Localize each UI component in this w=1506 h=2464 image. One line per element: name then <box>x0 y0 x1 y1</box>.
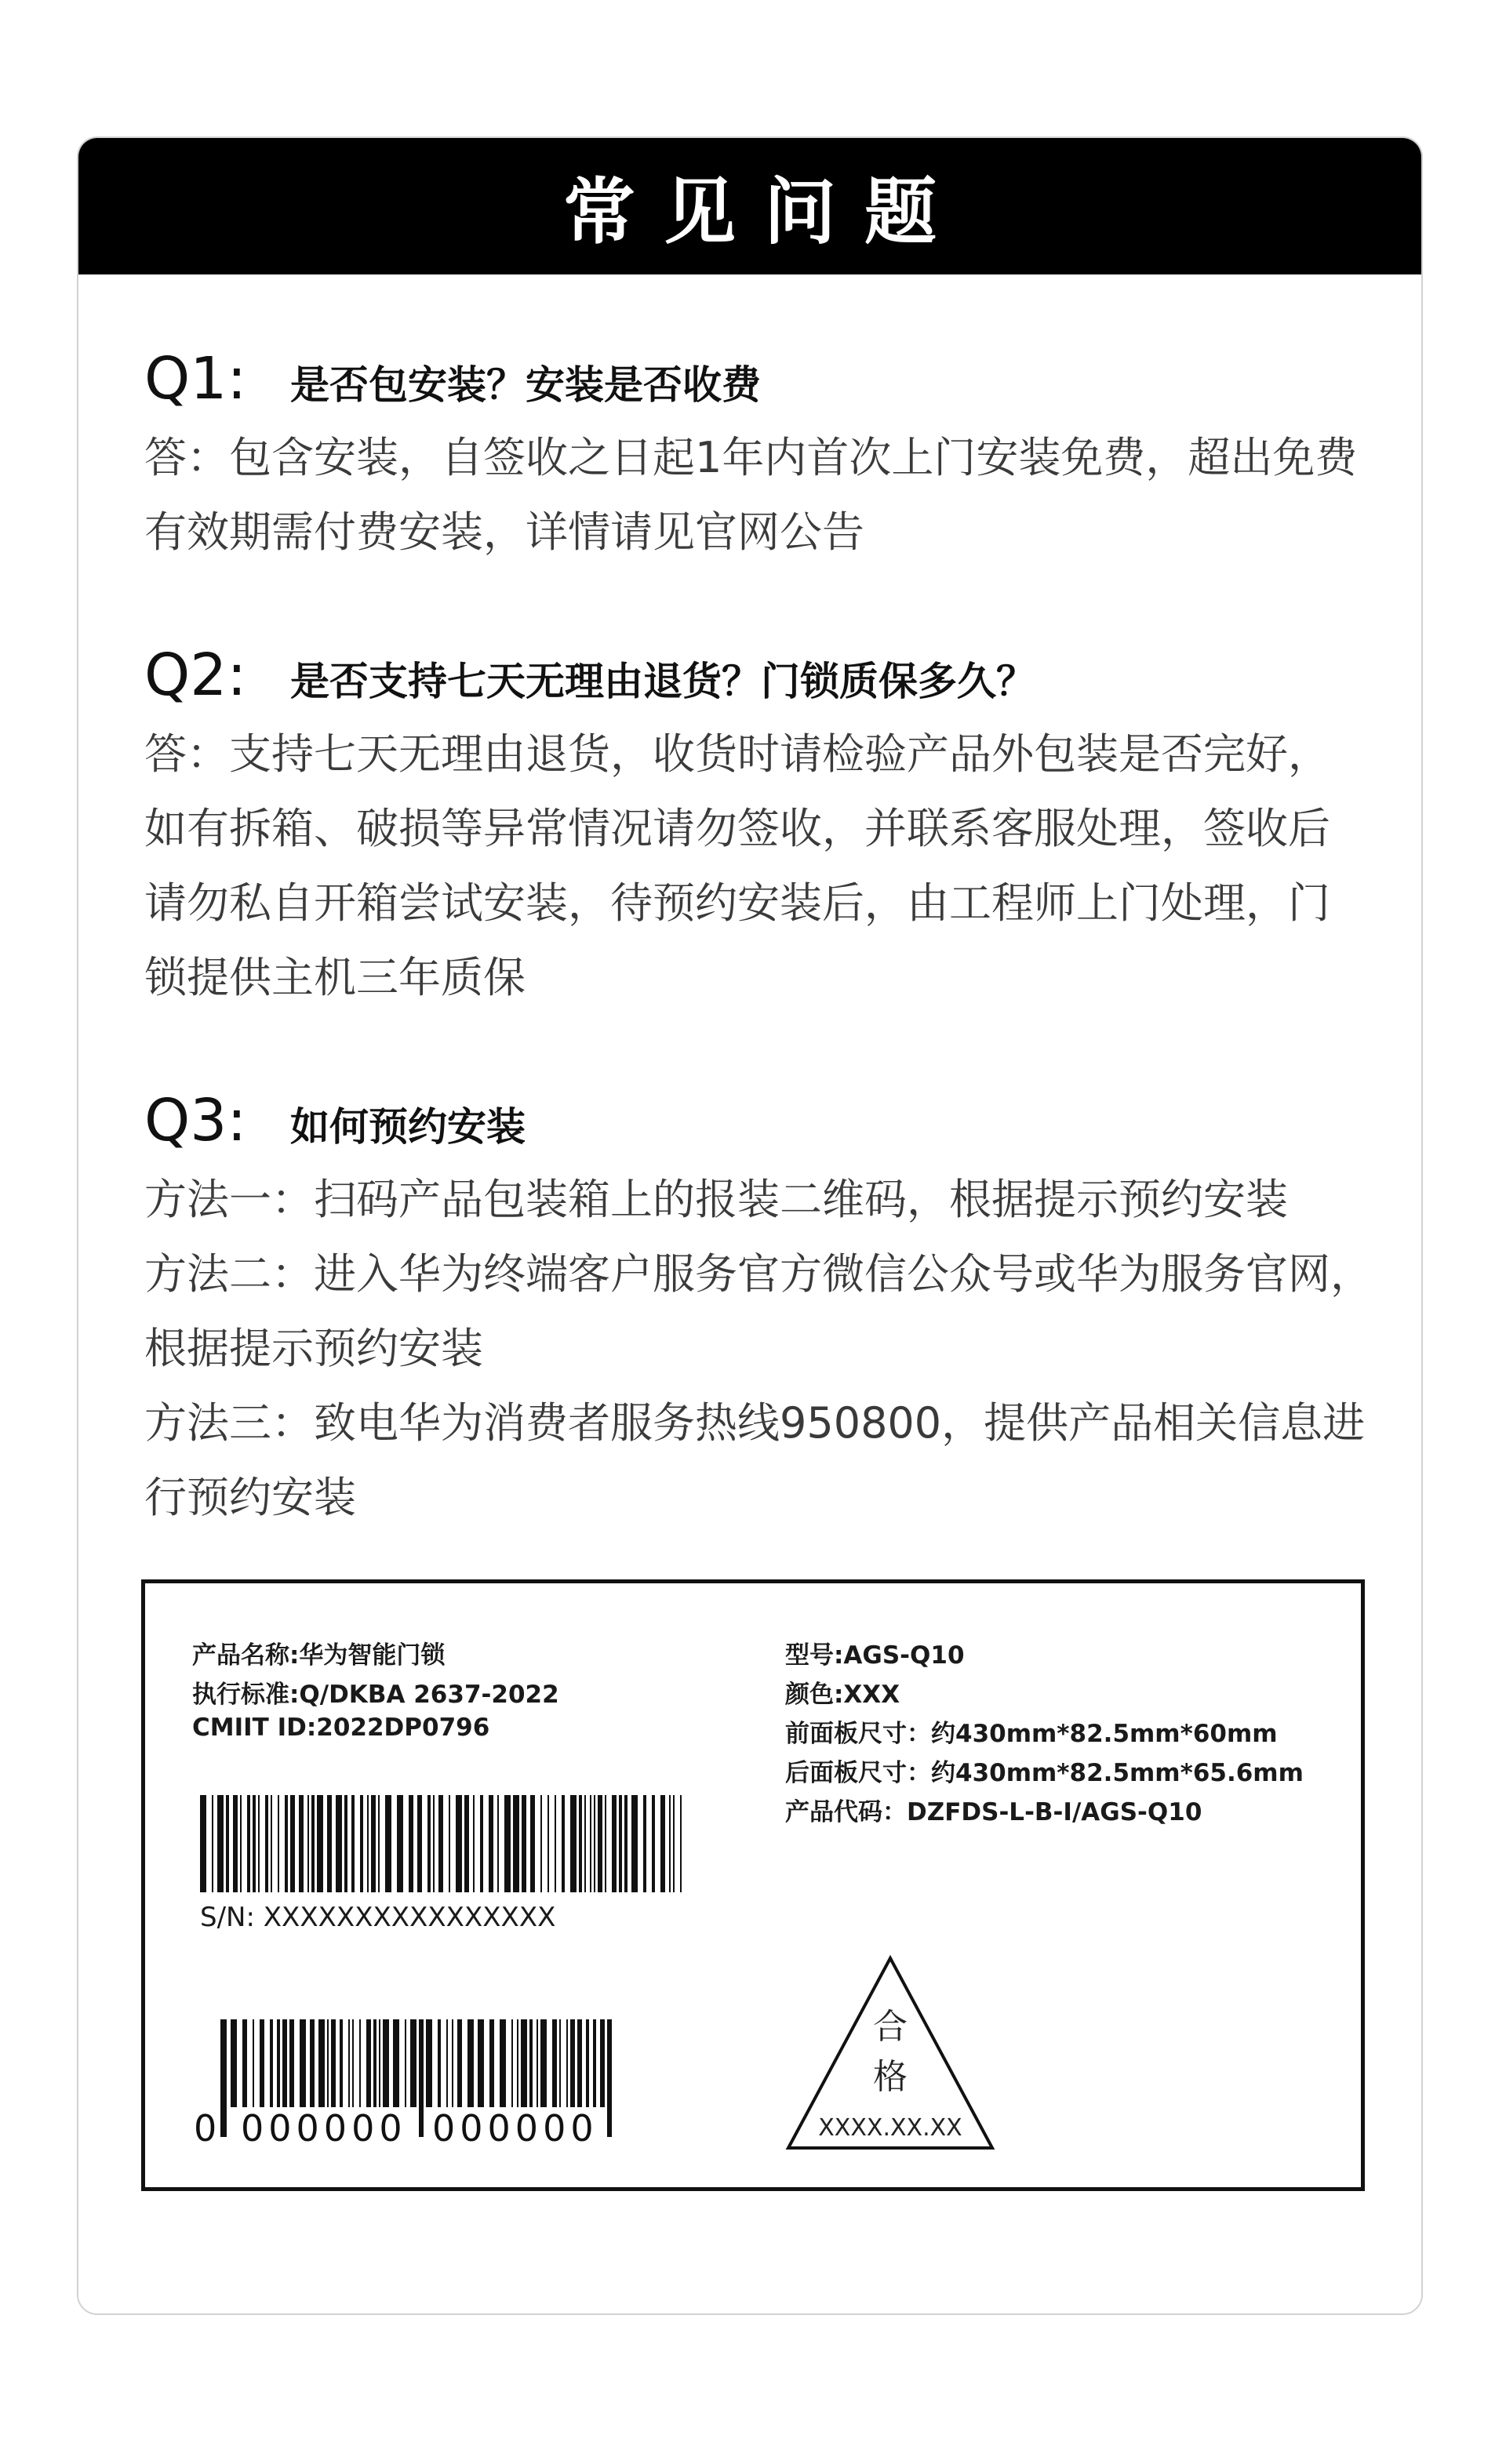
barcode-bar <box>351 1795 355 1892</box>
barcode-bar <box>289 2019 294 2107</box>
label-back-panel-size: 后面板尺寸：约430mm*82.5mm*65.6mm <box>785 1759 1304 1787</box>
barcode-bar <box>577 2019 582 2107</box>
faq-item-2 <box>144 641 1415 1015</box>
barcode-bar <box>359 2019 361 2107</box>
barcode-bar <box>366 2019 371 2107</box>
barcode-bar <box>438 2019 441 2107</box>
question-row <box>144 641 1415 717</box>
barcode-bar <box>379 2019 380 2107</box>
barcode-bar <box>570 1795 577 1892</box>
answer-line: 行预约安装 <box>144 1473 356 1522</box>
header-bar <box>78 138 1421 274</box>
barcode-bar <box>552 2019 557 2107</box>
answer-line: 答：支持七天无理由退货，收货时请检验产品外包装是否完好， <box>144 729 1330 779</box>
barcode-bar <box>217 1795 224 1892</box>
barcode-bar <box>517 2019 518 2107</box>
barcode-bar <box>438 1795 443 1892</box>
barcode-bar <box>570 2019 575 2107</box>
barcode-bar <box>643 1795 646 1892</box>
barcode-bar <box>271 1795 272 1892</box>
barcode-bar <box>383 2019 389 2107</box>
barcode-bar <box>600 2019 605 2107</box>
barcode-bar <box>522 1795 526 1892</box>
barcode-bar <box>344 1795 347 1892</box>
answer-line: 有效期需付费安装，详情请见官网公告 <box>144 507 864 557</box>
barcode-bar <box>605 1795 606 1892</box>
barcode-bar <box>417 1795 422 1892</box>
barcode-bar <box>410 2019 417 2107</box>
barcode-bar <box>579 1795 582 1892</box>
barcode-bar <box>348 2019 350 2107</box>
answer-line: 根据提示预约安装 <box>144 1324 483 1373</box>
barcode-bar <box>680 1795 682 1892</box>
ean-group-2: 000000 <box>432 2107 598 2150</box>
answer-line: 方法一：扫码产品包装箱上的报装二维码，根据提示预约安装 <box>144 1175 1288 1224</box>
barcode-bar <box>317 1795 323 1892</box>
faq-card <box>77 136 1423 2315</box>
barcode-bar <box>393 2019 399 2107</box>
barcode-bar <box>340 2019 343 2107</box>
serial-barcode-image <box>200 1795 686 1892</box>
qualified-char-1: 合 <box>873 2007 908 2047</box>
barcode-bar <box>586 2019 589 2107</box>
barcode-bar <box>619 1795 622 1892</box>
barcode-bar <box>489 2019 494 2107</box>
barcode-bar <box>352 2019 354 2107</box>
barcode-bar <box>624 1795 628 1892</box>
barcode-bar <box>607 2019 612 2137</box>
label-product-code: 产品代码：DZFDS-L-B-I/AGS-Q10 <box>785 1798 1202 1826</box>
ean-group-1: 000000 <box>241 2107 407 2150</box>
label-front-panel-size: 前面板尺寸：约430mm*82.5mm*60mm <box>785 1720 1278 1748</box>
barcode-bar <box>327 1795 332 1892</box>
answer-line: 方法三：致电华为消费者服务热线950800，提供产品相关信息进 <box>144 1398 1366 1448</box>
question-text: 是否支持七天无理由退货？门锁质保多久？ <box>290 659 1035 704</box>
barcode-bar <box>504 1795 511 1892</box>
question-text: 是否包安装？安装是否收费 <box>290 362 761 408</box>
faq-item-3 <box>144 1087 1415 1535</box>
label-product-name: 产品名称:华为智能门锁 <box>192 1641 446 1670</box>
barcode-bar <box>540 2019 547 2107</box>
barcode-bar <box>669 1795 671 1892</box>
barcode-bar <box>612 1795 617 1892</box>
barcode-bar <box>378 1795 380 1892</box>
barcode-bar <box>367 1795 369 1892</box>
barcode-bar <box>449 1795 450 1892</box>
barcode-bar <box>467 2019 474 2107</box>
answer-line: 请勿私自开箱尝试安装，待预约安装后，由工程师上门处理，门 <box>144 878 1330 928</box>
qualified-mark <box>780 1952 1000 2156</box>
barcode-bar <box>473 1795 475 1892</box>
question-number: Q1: <box>144 345 247 412</box>
question-row <box>144 1087 1415 1162</box>
qualified-char-2: 格 <box>873 2057 908 2097</box>
page-title: 常见问题 <box>562 170 965 254</box>
barcode-bar <box>270 2019 273 2107</box>
barcode-bar <box>547 1795 549 1892</box>
barcode-bar <box>480 1795 483 1892</box>
barcode-bar <box>260 2019 264 2107</box>
barcode-bar <box>282 2019 287 2107</box>
barcode-bar <box>277 2019 280 2107</box>
barcode-bar <box>373 2019 376 2107</box>
barcode-bar <box>464 1795 469 1892</box>
barcode-bar <box>405 2019 406 2107</box>
barcode-bar <box>426 2019 432 2107</box>
barcode-bar <box>253 1795 256 1892</box>
barcode-bar <box>446 2019 448 2107</box>
barcode-bar <box>652 1795 655 1892</box>
barcode-bar <box>310 2019 315 2107</box>
question-number: Q3: <box>144 1087 247 1154</box>
question-row <box>144 345 1415 420</box>
barcode-bar <box>299 1795 304 1892</box>
question-text: 如何预约安装 <box>290 1104 526 1150</box>
barcode-bar <box>559 2019 561 2107</box>
barcode-bar <box>489 1795 493 1892</box>
barcode-bar <box>584 1795 586 1892</box>
barcode-bar <box>360 1795 363 1892</box>
barcode-bar <box>258 1795 260 1892</box>
barcode-bar <box>290 1795 295 1892</box>
barcode-bar <box>500 2019 506 2107</box>
barcode-bar <box>242 2019 247 2107</box>
barcode-bar <box>540 1795 542 1892</box>
barcode-bar <box>397 1795 403 1892</box>
barcode-bar <box>456 1795 462 1892</box>
barcode-bar <box>529 2019 533 2107</box>
barcode-bar <box>385 1795 391 1892</box>
label-standard: 执行标准:Q/DKBA 2637-2022 <box>192 1681 559 1709</box>
barcode-bar <box>497 1795 499 1892</box>
barcode-bar <box>278 1795 279 1892</box>
faq-item-1 <box>144 345 1415 569</box>
barcode-bar <box>371 1795 376 1892</box>
label-cmiit-id: CMIIT ID:2022DP0796 <box>192 1714 490 1742</box>
barcode-bar <box>307 1795 309 1892</box>
barcode-bar <box>562 1795 565 1892</box>
barcode-bar <box>537 2019 538 2107</box>
barcode-bar <box>457 2019 462 2107</box>
serial-number: S/N: XXXXXXXXXXXXXXXX <box>200 1902 556 1933</box>
answer-line: 方法二：进入华为终端客户服务官方微信公众号或华为服务官网， <box>144 1249 1373 1299</box>
barcode-bar <box>598 1795 602 1892</box>
barcode-bar <box>566 2019 568 2107</box>
barcode-bar <box>212 1795 213 1892</box>
barcode-bar <box>265 1795 268 1892</box>
answer-line: 如有拆箱、破损等异常情况请勿签收，并联系客服处理，签收后 <box>144 804 1330 853</box>
barcode-bar <box>555 1795 556 1892</box>
barcode-bar <box>300 2019 306 2107</box>
barcode-bar <box>419 2019 424 2137</box>
barcode-bar <box>521 2019 527 2107</box>
barcode-bar <box>511 2019 513 2107</box>
barcode-bar <box>593 2019 596 2107</box>
barcode-bar <box>253 2019 254 2107</box>
barcode-bar <box>673 1795 675 1892</box>
barcode-bar <box>226 1795 229 1892</box>
barcode-bar <box>478 2019 484 2107</box>
barcode-bar <box>452 2019 453 2107</box>
label-color: 颜色:XXX <box>785 1681 900 1709</box>
product-label <box>141 1579 1365 2191</box>
answer-line: 锁提供主机三年质保 <box>144 953 526 1002</box>
barcode-bar <box>231 2019 237 2107</box>
barcode-bar <box>318 2019 325 2107</box>
barcode-bar <box>240 1795 242 1892</box>
barcode-bar <box>331 2019 336 2107</box>
barcode-bar <box>660 1795 665 1892</box>
barcode-bar <box>285 1795 288 1892</box>
question-number: Q2: <box>144 641 247 709</box>
label-model: 型号:AGS-Q10 <box>785 1641 965 1670</box>
answer-line: 答：包含安装，自签收之日起1年内首次上门安装免费，超出免费 <box>144 433 1358 482</box>
barcode-bar <box>513 1795 519 1892</box>
barcode-bar <box>233 1795 238 1892</box>
barcode-bar <box>247 1795 250 1892</box>
barcode-bar <box>409 1795 413 1892</box>
barcode-bar <box>594 1795 595 1892</box>
barcode-bar <box>590 1795 591 1892</box>
barcode-bar <box>433 1795 435 1892</box>
ean-lead-digit: 0 <box>194 2107 222 2150</box>
qualified-date: XXXX.XX.XX <box>818 2114 962 2142</box>
barcode-bar <box>427 1795 431 1892</box>
barcode-bar <box>336 1795 342 1892</box>
barcode-bar <box>311 1795 315 1892</box>
barcode-bar <box>631 1795 638 1892</box>
barcode-bar <box>530 1795 535 1892</box>
barcode-bar <box>200 1795 206 1892</box>
barcode-bar <box>327 2019 329 2107</box>
